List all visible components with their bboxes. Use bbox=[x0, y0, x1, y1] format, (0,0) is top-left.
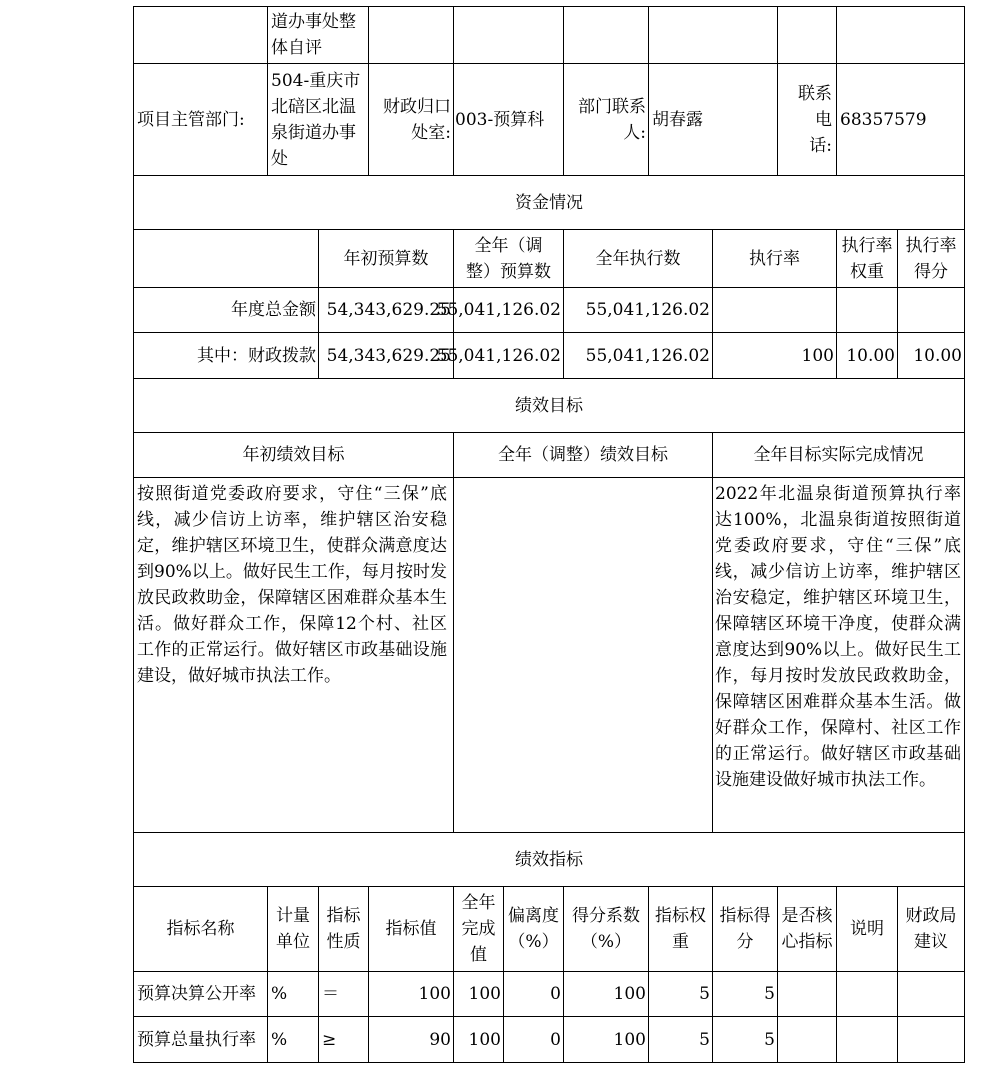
finance-office-label: 财政归口 处室: bbox=[383, 96, 451, 143]
ind-row-note bbox=[837, 1017, 897, 1062]
dept-label: 项目主管部门: bbox=[137, 109, 245, 130]
funds-row-rate bbox=[713, 288, 836, 332]
funds-row-weight: 10.00 bbox=[846, 345, 895, 366]
funds-header-weight: 执行率 权重 bbox=[841, 235, 893, 282]
ind-header-unit: 计量 单位 bbox=[276, 906, 310, 952]
ind-row-name: 预算决算公开率 bbox=[137, 984, 256, 1004]
ind-header-score: 指标得 分 bbox=[719, 906, 771, 952]
ind-header-coef: 得分系数 （%） bbox=[572, 906, 640, 952]
goals-header-actual: 全年目标实际完成情况 bbox=[753, 445, 924, 465]
ind-row-unit: % bbox=[271, 984, 288, 1004]
funds-row-label: 其中：财政拨款 bbox=[197, 345, 316, 366]
funds-row-executed: 55,041,126.02 bbox=[585, 300, 710, 320]
goals-header-initial: 年初绩效目标 bbox=[242, 445, 345, 465]
funds-header-adjusted: 全年（调 整）预算数 bbox=[466, 235, 551, 282]
ind-row-advice bbox=[898, 972, 964, 1016]
funds-row-adjusted: 55,041,126.02 bbox=[436, 300, 561, 320]
ind-header-note: 说明 bbox=[850, 919, 884, 939]
ind-row-score: 5 bbox=[764, 1029, 775, 1050]
ind-row-actual: 100 bbox=[468, 984, 501, 1004]
funds-header-rate: 执行率 bbox=[749, 248, 800, 269]
ind-row-value: 90 bbox=[429, 1029, 451, 1050]
funds-section-title: 资金情况 bbox=[515, 192, 583, 213]
funds-row-weight bbox=[837, 288, 897, 332]
grid-line bbox=[964, 6, 965, 1063]
funds-row-adjusted: 55,041,126.02 bbox=[436, 345, 561, 366]
ind-row-name: 预算总量执行率 bbox=[137, 1029, 256, 1050]
ind-row-score: 5 bbox=[764, 984, 775, 1004]
goals-adjusted-text bbox=[454, 479, 712, 831]
ind-row-weight: 5 bbox=[699, 1029, 710, 1050]
funds-row-score: 10.00 bbox=[913, 345, 962, 366]
ind-row-note bbox=[837, 972, 897, 1016]
grid-line bbox=[133, 477, 965, 478]
ind-row-actual: 100 bbox=[468, 1029, 501, 1050]
goals-actual-text: 2022年北温泉街道预算执行率达100%，北温泉街道按照街道党委政府要求，守住“三保”底线，减少信访上访率，维护辖区治安稳定，维护辖区环境卫生，保障辖区环境干净度，使群众满意度达到90%以上。做好民生工作，每月按时发放民政救助金，保障辖区困难群众基本生活。做好群众工作，保障村、社区工作的正常运行。做好辖区市政基础设施建设做好城市执法工作。 bbox=[715, 484, 961, 790]
ind-row-coef: 100 bbox=[613, 984, 646, 1004]
funds-row-rate: 100 bbox=[801, 345, 834, 366]
phone-label: 联系 电 话: bbox=[798, 83, 832, 156]
funds-row-initial: 54,343,629.25 bbox=[326, 345, 451, 366]
funds-row-label: 年度总金额 bbox=[231, 300, 316, 320]
ind-header-actual: 全年 完成 值 bbox=[461, 893, 496, 965]
dept-name-tail: 道办事处整 体自评 bbox=[271, 12, 356, 58]
funds-row-score bbox=[898, 288, 964, 332]
ind-row-deviation: 0 bbox=[550, 984, 561, 1004]
ind-row-core bbox=[778, 1017, 836, 1062]
indicators-section-title: 绩效指标 bbox=[515, 849, 583, 870]
dept-value: 504-重庆市 北碚区北温 泉街道办事 处 bbox=[271, 70, 361, 169]
funds-row-initial: 54,343,629.25 bbox=[326, 300, 451, 320]
contact-value: 胡春露 bbox=[652, 109, 703, 130]
funds-header-score: 执行率 得分 bbox=[905, 235, 957, 282]
ind-header-core: 是否核 心指标 bbox=[781, 906, 833, 952]
ind-header-advice: 财政局 建议 bbox=[905, 906, 957, 952]
ind-row-nature: ＝ bbox=[322, 984, 339, 1004]
grid-line bbox=[133, 1062, 965, 1063]
ind-row-core bbox=[778, 972, 836, 1016]
ind-row-coef: 100 bbox=[613, 1029, 646, 1050]
goals-header-adjusted: 全年（调整）绩效目标 bbox=[498, 445, 668, 465]
phone-value: 68357579 bbox=[840, 109, 927, 130]
ind-row-value: 100 bbox=[418, 984, 451, 1004]
ind-row-nature: ≥ bbox=[322, 1029, 337, 1050]
ind-header-nature: 指标 性质 bbox=[326, 906, 361, 952]
funds-row-executed: 55,041,126.02 bbox=[585, 345, 710, 366]
ind-header-name: 指标名称 bbox=[166, 919, 235, 939]
goals-initial-text: 按照街道党委政府要求，守住“三保”底线，减少信访上访率，维护辖区治安稳定，维护辖区环境卫生，使群众满意度达到90%以上。做好民生工作，每月按时发放民政救助金，保障辖区困难群众基本生活。做好群众工作，保障12个村、社区工作的正常运行。做好辖区市政基础设施建设，做好城市执法工作。 bbox=[137, 484, 447, 686]
ind-header-value: 指标值 bbox=[385, 919, 437, 939]
goals-section-title: 绩效目标 bbox=[515, 395, 583, 416]
ind-row-unit: % bbox=[271, 1029, 288, 1050]
ind-row-advice bbox=[898, 1017, 964, 1062]
finance-office-value: 003-预算科 bbox=[455, 109, 545, 130]
contact-label: 部门联系 人: bbox=[578, 96, 646, 143]
funds-header-executed: 全年执行数 bbox=[595, 248, 681, 269]
grid-line bbox=[133, 6, 965, 7]
ind-header-weight: 指标权 重 bbox=[655, 906, 706, 952]
ind-row-weight: 5 bbox=[699, 984, 710, 1004]
ind-row-deviation: 0 bbox=[550, 1029, 561, 1050]
ind-header-deviation: 偏离度 （%） bbox=[508, 906, 559, 952]
funds-header-initial: 年初预算数 bbox=[343, 248, 429, 269]
